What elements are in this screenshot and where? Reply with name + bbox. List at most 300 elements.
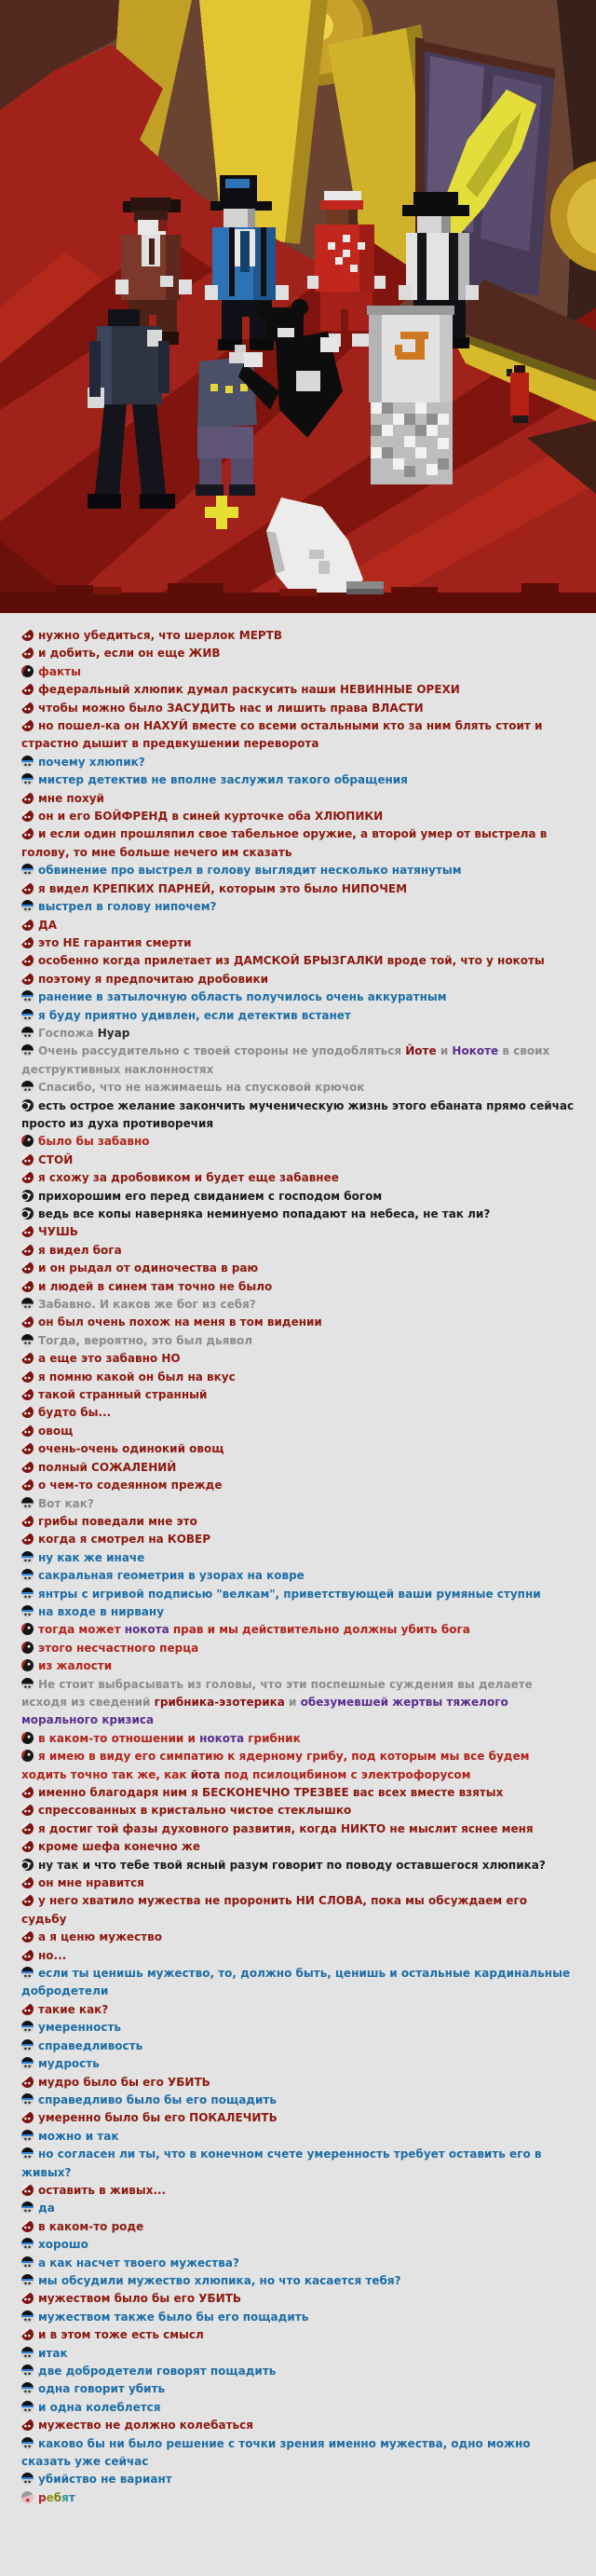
- chat-message-text: прихорошим его перед свиданием с господом богом: [38, 1189, 383, 1203]
- chat-message-text: у него хватило мужества не проронить НИ СЛОВА, пока мы обсуждаем его судьбу: [21, 1894, 528, 1926]
- chat-message: [21, 2109, 576, 2127]
- blue-fedora-avatar: [21, 990, 34, 1002]
- chat-message-text: мудрость: [38, 2057, 100, 2071]
- chat-message-text: и добить, если он еще ЖИВ: [38, 647, 221, 661]
- chat-message-text: мы обсудили мужество хлюпика, но что касается тебя?: [38, 2273, 401, 2287]
- trash-can: [367, 306, 454, 484]
- chat-message-text: я видел КРЕПКИХ ПАРНЕЙ, которым это было НИПОЧЕМ: [38, 881, 408, 895]
- chat-message: [21, 917, 576, 934]
- chat-message: [21, 2038, 576, 2055]
- chat-message: [21, 1929, 576, 1946]
- chat-message-text: мне похуй: [38, 791, 104, 805]
- chat-message-text: федеральный хлюпик думал раскусить наши НЕВИННЫЕ ОРЕХИ: [38, 683, 460, 697]
- black-red-avatar: [21, 1750, 34, 1762]
- chat-message-text: две добродетели говорят пощадить: [38, 2365, 277, 2378]
- red-mask-avatar: [21, 683, 34, 695]
- chat-message: [21, 1621, 576, 1639]
- blue-fedora-avatar: [21, 1967, 34, 1979]
- chat-message: [21, 2128, 576, 2146]
- chat-message: [21, 754, 576, 771]
- chat-message-text: в каком-то отношении и: [38, 1731, 200, 1745]
- chat-message: [21, 2218, 576, 2236]
- chat-message: [21, 988, 576, 1006]
- chat-message-text: о чем-то содеянном прежде: [38, 1479, 223, 1492]
- black-red-avatar: [21, 665, 34, 677]
- chat-message-text: но пошел-ка он НАХУЙ вместе со всеми остальными кто за ним блять стоит и страстно дышит в предвкушении переворота: [21, 719, 543, 751]
- chat-message: [21, 1857, 576, 1874]
- chat-message-text: будто бы...: [38, 1406, 112, 1420]
- chat-message-text: такие как?: [38, 2002, 109, 2016]
- chat-message-text: поэтому я предпочитаю дробовики: [38, 972, 269, 986]
- red-mask-avatar: [21, 936, 34, 948]
- chat-message-text: когда я смотрел на КОВЕР: [38, 1533, 211, 1547]
- blue-fedora-avatar: [21, 2401, 34, 2413]
- chat-message: [21, 2074, 576, 2092]
- chat-message-text: Не стоит выбрасывать из головы, что эти поспешные суждения вы делаете исходя из сведений: [21, 1677, 533, 1709]
- pixel-scene-canvas: [0, 0, 596, 613]
- chat-message: [21, 952, 576, 970]
- chat-message: [21, 1079, 576, 1097]
- chat-message-text: чтобы можно было ЗАСУДИТЬ нас и лишить права ВЛАСТИ: [38, 701, 424, 715]
- red-mask-avatar: [21, 792, 34, 804]
- chat-message: [21, 1748, 576, 1784]
- red-mask-avatar: [21, 1479, 34, 1491]
- blue-fedora-avatar: [21, 2201, 34, 2214]
- red-mask-avatar: [21, 1876, 34, 1888]
- chat-message-text: Очень рассудительно с твоей стороны не уподобляться: [38, 1044, 406, 1058]
- black-red-avatar: [21, 1135, 34, 1147]
- chat-message-text: Нокоте: [452, 1044, 499, 1058]
- chat-message: [21, 1386, 576, 1404]
- chat-message-text: сакральная геометрия в узорах на ковре: [38, 1569, 305, 1583]
- chat-message: [21, 1531, 576, 1548]
- chat-message-text: Госпожа: [38, 1026, 98, 1040]
- chat-message: [21, 2363, 576, 2380]
- chat-message-text: и если один прошляпил свое табельное оружие, а второй умер от выстрела в голову, то мне больше нечего им сказать: [21, 827, 548, 859]
- red-mask-avatar: [21, 647, 34, 659]
- chat-message-text: а как насчет твоего мужества?: [38, 2256, 239, 2269]
- chat-message: [21, 1314, 576, 1331]
- chat-message-text: янтры с игривой подписью "велкам", приветствующей ваши румяные ступни: [38, 1587, 541, 1601]
- chat-message: [21, 1820, 576, 1838]
- chat-message-text: он был очень похож на меня в том видении: [38, 1315, 322, 1329]
- chat-message-text: и одна колеблется: [38, 2400, 161, 2414]
- chat-message-text: оставить в живых...: [38, 2183, 167, 2197]
- chat-message: [21, 1296, 576, 1314]
- chat-message-text: хорошо: [38, 2238, 88, 2252]
- blue-fedora-avatar: [21, 2256, 34, 2269]
- black-red-avatar: [21, 1659, 34, 1671]
- chat-message-text: я достиг той фазы духовного развития, когда НИКТО не мыслит яснее меня: [38, 1821, 534, 1835]
- chat-message-text: я помню какой он был на вкус: [38, 1370, 236, 1383]
- red-mask-avatar: [21, 1949, 34, 1961]
- chat-message: [21, 2200, 576, 2217]
- chat-message-text: убийство не вариант: [38, 2473, 172, 2487]
- blue-fedora-avatar: [21, 2130, 34, 2142]
- blue-fedora-avatar: [21, 2347, 34, 2359]
- chat-message: [21, 2380, 576, 2398]
- chat-message: [21, 700, 576, 717]
- chat-message: [21, 1567, 576, 1585]
- red-mask-avatar: [21, 2111, 34, 2123]
- blue-fedora-avatar: [21, 1605, 34, 1617]
- chat-message: [21, 2055, 576, 2073]
- chat-message: [21, 790, 576, 808]
- chat-message: [21, 1965, 576, 2001]
- chat-message-text: е: [46, 2490, 54, 2504]
- red-mask-avatar: [21, 1280, 34, 1292]
- red-mask-avatar: [21, 1804, 34, 1816]
- chat-message-text: мистер детектив не вполне заслужил такого обращения: [38, 773, 408, 787]
- chat-message-text: в каком-то роде: [38, 2219, 144, 2233]
- red-mask-avatar: [21, 973, 34, 985]
- chat-message: [21, 1459, 576, 1477]
- chat-message-text: очень-очень одинокий овощ: [38, 1442, 224, 1456]
- chat-message: [21, 1440, 576, 1458]
- chat-message-text: мужеством также было бы его пощадить: [38, 2310, 309, 2324]
- blue-fedora-avatar: [21, 773, 34, 785]
- chat-message-text: и он рыдал от одиночества в раю: [38, 1261, 259, 1275]
- chat-message-text: такой странный странный: [38, 1388, 208, 1402]
- chat-message: [21, 2399, 576, 2417]
- chat-message: [21, 1477, 576, 1494]
- red-mask-avatar: [21, 2292, 34, 2304]
- chat-message: [21, 2345, 576, 2363]
- chat-message-text: я буду приятно удивлен, если детектив встанет: [38, 1008, 351, 1022]
- chat-message-text: ДА: [38, 918, 57, 932]
- red-mask-avatar: [21, 719, 34, 731]
- black-fedora-avatar: [21, 1027, 34, 1039]
- chat-message-text: и: [284, 1695, 301, 1709]
- red-mask-avatar: [21, 1461, 34, 1473]
- chat-message: [21, 771, 576, 789]
- chat-message: [21, 1640, 576, 1657]
- chat-message-text: а еще это забавно НО: [38, 1352, 181, 1366]
- blue-fedora-avatar: [21, 2093, 34, 2106]
- chat-message-text: я видел бога: [38, 1243, 122, 1257]
- blue-fedora-avatar: [21, 2365, 34, 2377]
- chat-message-text: СТОЙ: [38, 1152, 74, 1166]
- chat-message-text: Нуар: [97, 1026, 130, 1040]
- pink-face-avatar: [21, 2491, 34, 2503]
- chat-message-text: овощ: [38, 1424, 74, 1438]
- red-mask-avatar: [21, 1370, 34, 1383]
- blue-fedora-avatar: [21, 864, 34, 876]
- chat-message: [21, 808, 576, 825]
- chat-message-text: особенно когда прилетает из ДАМСКОЙ БРЫЗГАЛКИ вроде той, что у нокоты: [38, 954, 545, 968]
- chat-message-text: под псилоцибином с электрофорусом: [220, 1767, 471, 1781]
- chat-message-text: одна говорит убить: [38, 2382, 166, 2396]
- chat-message: [21, 1350, 576, 1368]
- red-mask-avatar: [21, 702, 34, 714]
- black-fedora-avatar: [21, 1298, 34, 1310]
- black-fedora-avatar: [21, 1334, 34, 1346]
- red-mask-avatar: [21, 827, 34, 839]
- chat-message: [21, 717, 576, 754]
- chat-message: [21, 2255, 576, 2272]
- chat-message: [21, 1513, 576, 1531]
- black-red-avatar: [21, 1623, 34, 1635]
- chat-message-text: ну так и что тебе твой ясный разум говорит по поводу оставшегося хлюпика?: [38, 1858, 546, 1872]
- red-mask-avatar: [21, 810, 34, 822]
- chat-message-text: на входе в нирвану: [38, 1604, 165, 1618]
- chat-message-text: Забавно. И каков же бог из себя?: [38, 1298, 256, 1312]
- chat-message: [21, 2290, 576, 2308]
- chat-message: [21, 1206, 576, 1223]
- red-mask-avatar: [21, 1225, 34, 1237]
- chat-message: [21, 1892, 576, 1929]
- chat-message-text: ну как же иначе: [38, 1550, 145, 1564]
- red-mask-avatar: [21, 1930, 34, 1942]
- red-mask-avatar: [21, 1153, 34, 1165]
- black-red-avatar: [21, 1732, 34, 1744]
- chat-message: [21, 1369, 576, 1386]
- chat-message-text: Йоте: [405, 1044, 437, 1058]
- chat-message-text: справедливо было бы его пощадить: [38, 2092, 277, 2106]
- chat-message-text: он и его БОЙФРЕНД в синей курточке оба ХЛЮПИКИ: [38, 810, 384, 824]
- black-crescent-avatar: [21, 1207, 34, 1220]
- game-scene: [0, 0, 596, 613]
- chat-message: [21, 681, 576, 699]
- blue-fedora-avatar: [21, 1588, 34, 1600]
- black-fedora-avatar: [21, 1678, 34, 1690]
- red-mask-avatar: [21, 1894, 34, 1906]
- chat-message-text: почему хлюпик?: [38, 755, 145, 769]
- chat-message: [21, 1043, 576, 1079]
- chat-message-text: Вот как?: [38, 1496, 94, 1510]
- chat-message-text: этого несчастного перца: [38, 1641, 199, 1655]
- chat-message-text: факты: [38, 664, 81, 678]
- blue-fedora-avatar: [21, 2274, 34, 2286]
- chat-message: [21, 1874, 576, 1892]
- chat-message: [21, 1133, 576, 1151]
- red-mask-avatar: [21, 2328, 34, 2340]
- chat-log: [0, 613, 596, 2576]
- chat-message-text: и: [436, 1044, 453, 1058]
- chat-message-text: Тогда, вероятно, это был дьявол: [38, 1333, 253, 1347]
- chat-message: [21, 1097, 576, 1134]
- chat-message: [21, 934, 576, 952]
- chat-message-text: нокота: [199, 1731, 245, 1745]
- red-mask-avatar: [21, 629, 34, 641]
- blue-fedora-avatar: [21, 756, 34, 768]
- red-mask-avatar: [21, 1822, 34, 1834]
- chat-message-text: а я ценю мужество: [38, 1930, 162, 1944]
- black-fedora-avatar: [21, 1081, 34, 1093]
- chat-message: [21, 2309, 576, 2326]
- blue-fedora-avatar: [21, 900, 34, 912]
- chat-message: [21, 2092, 576, 2109]
- chat-message: [21, 1495, 576, 1513]
- red-mask-avatar: [21, 1533, 34, 1545]
- chat-message-text: каково бы ни было решение с точки зрения именно мужества, одно можно сказать уже сейчас: [21, 2436, 531, 2469]
- chat-message-text: кроме шефа конечно же: [38, 1840, 201, 1854]
- chat-message: [21, 645, 576, 662]
- chat-message: [21, 862, 576, 879]
- chat-message-text: выстрел в голову нипочем?: [38, 900, 217, 914]
- chat-message: [21, 663, 576, 681]
- red-mask-avatar: [21, 1442, 34, 1454]
- chat-message-text: Спасибо, что не нажимаешь на спусковой крючок: [38, 1081, 365, 1095]
- chat-message: [21, 1657, 576, 1675]
- chat-message: [21, 971, 576, 988]
- black-fedora-avatar: [21, 1044, 34, 1056]
- chat-message: [21, 2435, 576, 2472]
- red-mask-avatar: [21, 1786, 34, 1798]
- chat-message: [21, 1549, 576, 1567]
- chat-message-text: прав и мы действительно должны убить бога: [169, 1623, 470, 1637]
- chat-message: [21, 1169, 576, 1187]
- chat-message-text: полный СОЖАЛЕНИЙ: [38, 1460, 177, 1474]
- chat-message: [21, 1260, 576, 1277]
- chat-message-text: я: [61, 2490, 69, 2504]
- chat-message: [21, 1278, 576, 1296]
- chat-message: [21, 1188, 576, 1206]
- chat-message-text: он мне нравится: [38, 1876, 144, 1890]
- chat-message-text: тогда может: [38, 1623, 125, 1637]
- black-crescent-avatar: [21, 1099, 34, 1111]
- blue-fedora-avatar: [21, 2473, 34, 2485]
- chat-message-text: грибы поведали мне это: [38, 1514, 197, 1528]
- chat-message-text: ведь все копы наверняка неминуемо попадают на небеса, не так ли?: [38, 1207, 491, 1220]
- red-mask-avatar: [21, 2419, 34, 2431]
- red-mask-avatar: [21, 954, 34, 966]
- chat-message-text: можно и так: [38, 2129, 119, 2143]
- chat-message: [21, 1223, 576, 1241]
- chat-message-text: в своих деструктивных наклонностях: [21, 1044, 550, 1076]
- red-mask-avatar: [21, 882, 34, 894]
- black-red-avatar: [21, 1642, 34, 1654]
- red-mask-avatar: [21, 1352, 34, 1364]
- chat-message: [21, 1423, 576, 1440]
- blue-fedora-avatar: [21, 2057, 34, 2069]
- chat-message: [21, 2019, 576, 2037]
- chat-message-text: б: [53, 2490, 62, 2504]
- chat-message-text: ЧУШЬ: [38, 1225, 78, 1239]
- blue-fedora-avatar: [21, 1009, 34, 1021]
- blue-fedora-avatar: [21, 2437, 34, 2449]
- chat-message-text: йота: [190, 1767, 221, 1781]
- chat-message: [21, 627, 576, 645]
- chat-message: [21, 1242, 576, 1260]
- chat-message: [21, 880, 576, 898]
- chat-message-text: умеренность: [38, 2021, 121, 2035]
- red-mask-avatar: [21, 1261, 34, 1274]
- blue-fedora-avatar: [21, 2021, 34, 2033]
- chat-message: [21, 898, 576, 916]
- chat-message: [21, 1802, 576, 1820]
- red-mask-avatar: [21, 919, 34, 931]
- red-mask-avatar: [21, 1424, 34, 1437]
- red-mask-avatar: [21, 1171, 34, 1183]
- chat-message-text: из жалости: [38, 1659, 113, 1673]
- red-mask-avatar: [21, 2003, 34, 2015]
- red-mask-avatar: [21, 2184, 34, 2196]
- red-mask-avatar: [21, 1406, 34, 1418]
- red-mask-avatar: [21, 2220, 34, 2232]
- chat-message: [21, 1784, 576, 1802]
- blue-fedora-avatar: [21, 2147, 34, 2160]
- chat-message: [21, 2272, 576, 2290]
- chat-message: [21, 2471, 576, 2488]
- chat-message: [21, 1838, 576, 1856]
- chat-message-text: умеренно было бы его ПОКАЛЕЧИТЬ: [38, 2111, 278, 2125]
- red-mask-avatar: [21, 2076, 34, 2088]
- chat-message-text: грибник: [244, 1731, 301, 1745]
- chat-message: [21, 825, 576, 862]
- chat-message: [21, 2001, 576, 2019]
- chat-message-text: это НЕ гарантия смерти: [38, 935, 192, 949]
- red-mask-avatar: [21, 1840, 34, 1852]
- chat-message-text: обвинение про выстрел в голову выглядит несколько натянутым: [38, 864, 462, 878]
- black-fedora-avatar: [21, 1497, 34, 1509]
- chat-message-text: но согласен ли ты, что в конечном счете умеренность требует оставить его в живых?: [21, 2147, 542, 2179]
- blue-fedora-avatar: [21, 1551, 34, 1563]
- chat-message: [21, 1676, 576, 1730]
- chat-message: [21, 1586, 576, 1603]
- chat-message: [21, 2417, 576, 2434]
- chat-message-text: именно благодаря ним я БЕСКОНЕЧНО ТРЕЗВЕЕ вас всех вместе взятых: [38, 1786, 504, 1799]
- chat-message-text: спрессованных в кристально чистое стеклышко: [38, 1804, 352, 1818]
- chat-message-text: грибника-эзотерика: [154, 1695, 285, 1709]
- chat-message: [21, 1152, 576, 1169]
- chat-message-text: нужно убедиться, что шерлок МЕРТВ: [38, 629, 283, 642]
- red-mask-avatar: [21, 1515, 34, 1527]
- chat-message: [21, 1947, 576, 1965]
- chat-message-text: справедливость: [38, 2038, 143, 2052]
- chat-message-text: но...: [38, 1948, 67, 1962]
- blue-fedora-avatar: [21, 1569, 34, 1581]
- chat-message: [21, 1404, 576, 1422]
- chat-message: [21, 1007, 576, 1025]
- chat-message: [21, 1730, 576, 1748]
- chat-message-text: р: [38, 2490, 47, 2504]
- blue-fedora-avatar: [21, 2039, 34, 2051]
- chat-message-text: я схожу за дробовиком и будет еще забавнее: [38, 1171, 339, 1185]
- black-crescent-avatar: [21, 1190, 34, 1202]
- chat-message-text: нокота: [124, 1623, 169, 1637]
- chat-message-text: т: [68, 2490, 75, 2504]
- chat-message-text: мужеством было бы его УБИТЬ: [38, 2292, 242, 2306]
- chat-message-text: было бы забавно: [38, 1135, 150, 1149]
- chat-message-text: да: [38, 2201, 55, 2215]
- chat-message-text: я имею в виду его симпатию к ядерному грибу, под которым мы все будем ходить точно так же, как: [21, 1750, 530, 1781]
- chat-message-text: и людей в синем там точно не было: [38, 1279, 273, 1293]
- red-mask-avatar: [21, 1244, 34, 1256]
- chat-message: [21, 2236, 576, 2254]
- red-mask-avatar: [21, 1388, 34, 1400]
- blue-fedora-avatar: [21, 2310, 34, 2323]
- chat-message-text: итак: [38, 2346, 68, 2360]
- chat-message-text: ранение в затылочную область получилось очень аккуратным: [38, 990, 447, 1004]
- chat-message-text: есть острое желание закончить мученическую жизнь этого ебаната прямо сейчас просто из духа противоречия: [21, 1098, 575, 1130]
- chat-message-text: если ты ценишь мужество, то, должно быть, ценишь и остальные кардинальные добродетели: [21, 1967, 571, 1998]
- chat-message: [21, 2182, 576, 2200]
- black-crescent-avatar: [21, 1859, 34, 1871]
- blue-fedora-avatar: [21, 2382, 34, 2394]
- chat-message: [21, 2326, 576, 2344]
- chat-message: [21, 2489, 576, 2507]
- chat-message-text: и в этом тоже есть смысл: [38, 2328, 204, 2342]
- chat-message: [21, 1603, 576, 1621]
- blue-fedora-avatar: [21, 2238, 34, 2250]
- chat-message: [21, 1025, 576, 1043]
- chat-message-text: мужество не должно колебаться: [38, 2419, 253, 2433]
- chat-message-text: обезумевшей жертвы тяжелого морального кризиса: [21, 1695, 508, 1727]
- chat-message: [21, 2146, 576, 2182]
- red-mask-avatar: [21, 1315, 34, 1328]
- chat-message-text: мудро было бы его УБИТЬ: [38, 2075, 210, 2089]
